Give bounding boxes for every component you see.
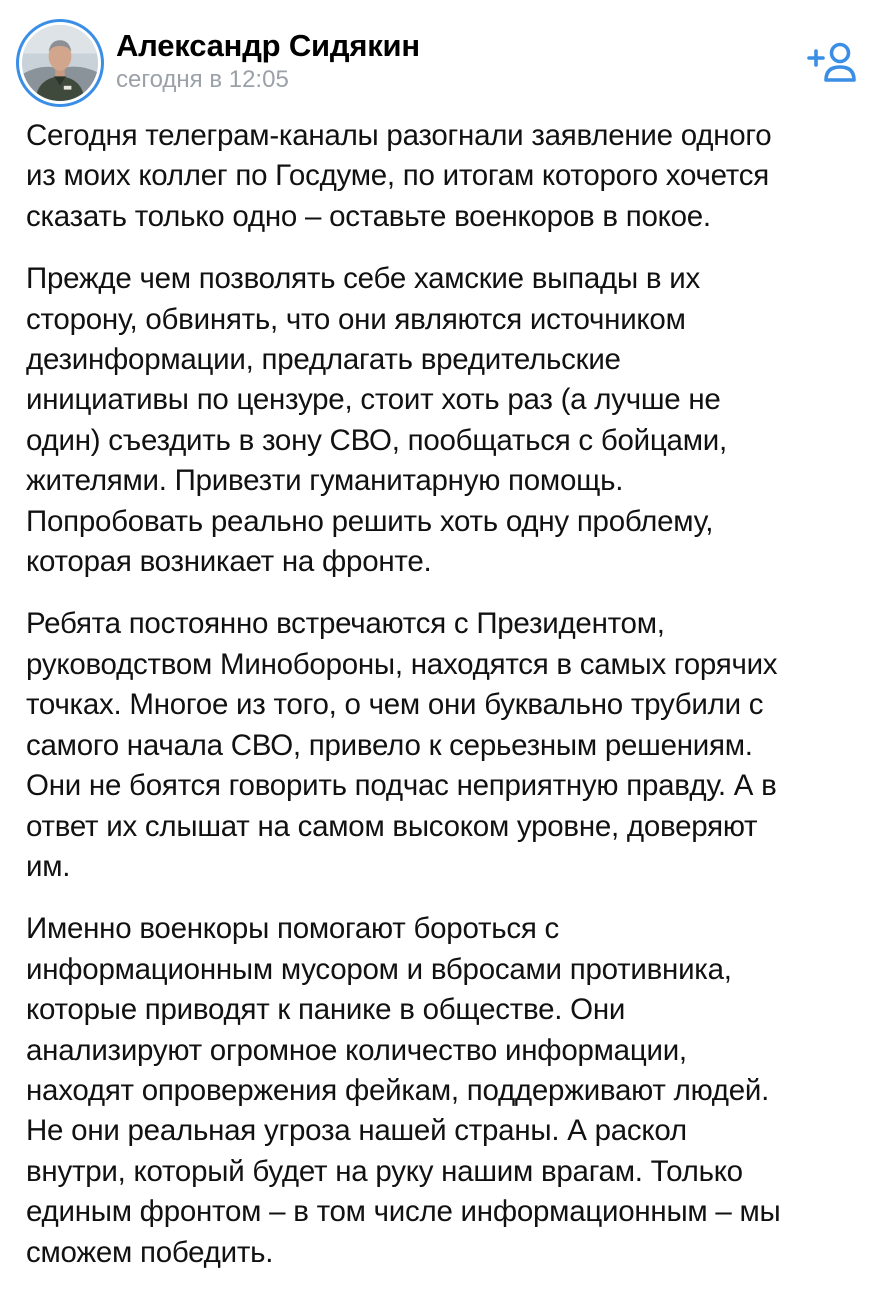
text-line: руководством Минобороны, находятся в самых горячих	[26, 647, 778, 681]
text-line: сможем победить.	[26, 1235, 274, 1269]
text-line: из моих коллег по Госдуме, по итогам которого хочется	[26, 159, 769, 193]
text-line: внутри, который будет на руку нашим врагам. Только	[26, 1154, 743, 1188]
text-line: Сегодня телеграм-каналы разогнали заявление одного	[26, 119, 772, 152]
text-line: информационным мусором и вбросами противника,	[26, 952, 732, 986]
text-line: Они не боятся говорить подчас неприятную правду. А в	[26, 769, 777, 803]
post-body	[26, 116, 866, 1295]
post-paragraph-4	[26, 909, 866, 1273]
text-line: Прежде чем позволять себе хамские выпады в их	[26, 262, 700, 296]
text-line: которая возникает на фронте.	[26, 545, 432, 579]
text-line: анализируют огромное количество информации,	[26, 1033, 687, 1067]
text-line: Ребята постоянно встречаются с Президентом,	[26, 607, 665, 641]
text-line: один) съездить в зону СВО, пообщаться с бойцами,	[26, 423, 727, 457]
post-paragraph-2	[26, 259, 866, 582]
post-timestamp: сегодня в 12:05	[116, 66, 289, 93]
author-avatar[interactable]	[16, 19, 104, 107]
text-line: находят опровержения фейкам, поддерживают людей.	[26, 1073, 770, 1107]
text-line: которые приводят к панике в обществе. Они	[26, 993, 626, 1027]
text-line: ответ их слышат на самом высоком уровне, доверяют	[26, 809, 758, 843]
person-avatar-icon	[22, 25, 98, 101]
add-friend-icon	[804, 40, 860, 84]
text-line: сказать только одно – оставьте военкоров в покое.	[26, 199, 711, 233]
text-line: единым фронтом – в том числе информационным – мы	[26, 1195, 781, 1229]
post-paragraph-1	[26, 116, 866, 237]
author-name[interactable]: Александр Сидякин	[116, 28, 420, 63]
text-line: инициативы по цензуре, стоит хоть раз (а лучше не	[26, 383, 721, 417]
text-line: им.	[26, 849, 71, 883]
text-line: самого начала СВО, привело к серьезным решениям.	[26, 728, 753, 762]
text-line: жителями. Привезти гуманитарную помощь.	[26, 464, 624, 498]
text-line: дезинформации, предлагать вредительские	[26, 343, 621, 377]
text-line: сторону, обвинять, что они являются источником	[26, 302, 686, 336]
text-line: точках. Многое из того, о чем они буквально трубили с	[26, 688, 764, 722]
post-header	[0, 0, 879, 112]
add-friend-button[interactable]	[804, 40, 860, 84]
post-paragraph-3	[26, 604, 866, 887]
text-line: Не они реальная угроза нашей страны. А раскол	[26, 1114, 687, 1148]
text-line: Попробовать реально решить хоть одну проблему,	[26, 504, 714, 538]
text-line: Именно военкоры помогают бороться с	[26, 912, 560, 946]
